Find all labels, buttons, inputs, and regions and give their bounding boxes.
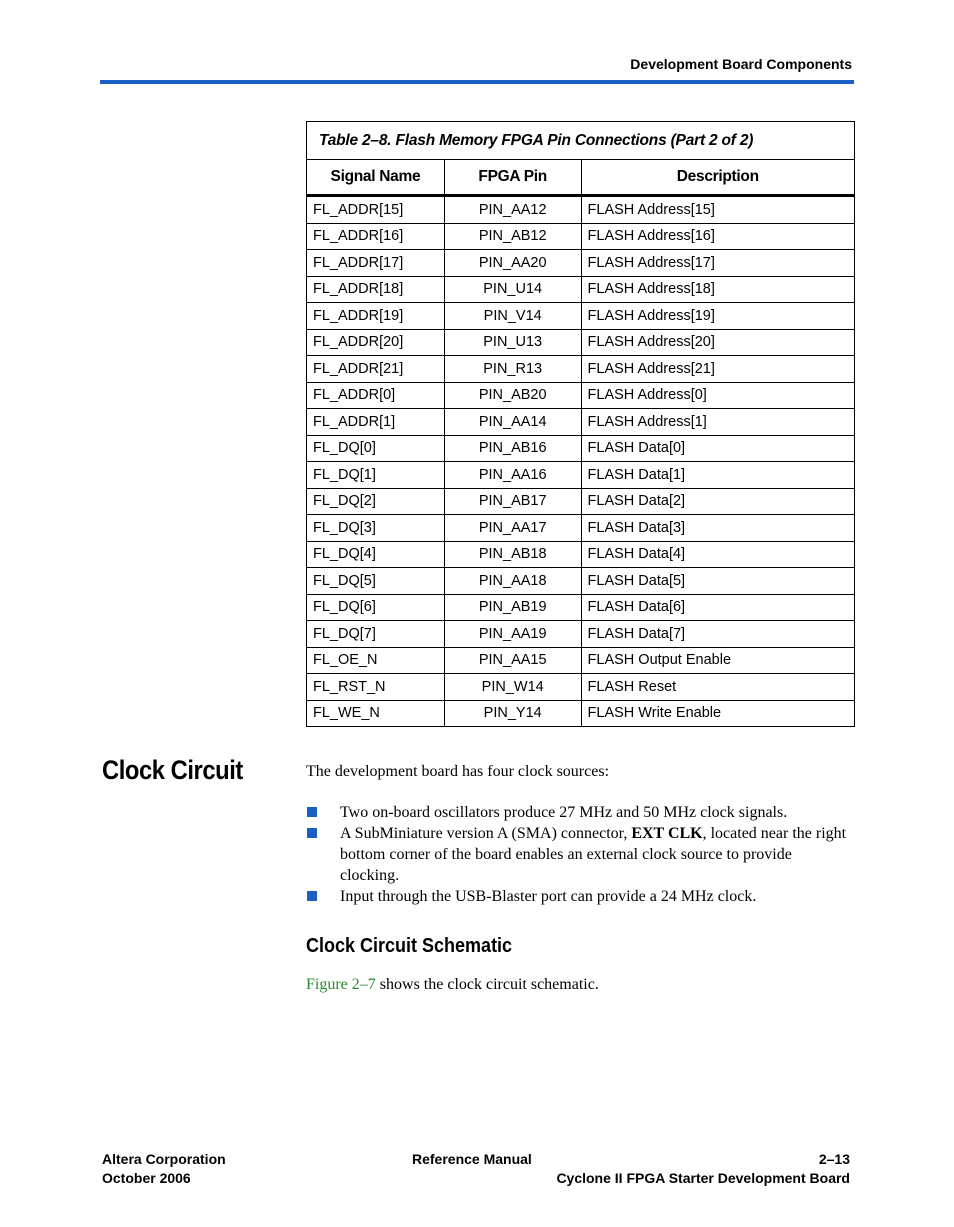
description-cell: FLASH Address[21] [581,356,854,383]
description-cell: FLASH Reset [581,674,854,701]
description-cell: FLASH Data[5] [581,568,854,595]
signal-name-cell: FL_WE_N [307,700,445,727]
fpga-pin-cell: PIN_AB18 [444,541,581,568]
signal-name-cell: FL_ADDR[21] [307,356,445,383]
fpga-pin-cell: PIN_AA18 [444,568,581,595]
table-row [307,594,855,621]
column-header-description: Description [581,160,854,196]
figure-link[interactable]: Figure 2–7 [306,976,376,993]
flash-pin-table [306,121,855,727]
table-row [307,435,855,462]
table-row [307,409,855,436]
table-row [307,356,855,383]
signal-name-cell: FL_ADDR[18] [307,276,445,303]
column-header-fpga-pin: FPGA Pin [444,160,581,196]
signal-name-cell: FL_DQ[5] [307,568,445,595]
fpga-pin-cell: PIN_AB20 [444,382,581,409]
signal-name-cell: FL_DQ[4] [307,541,445,568]
table-row [307,250,855,277]
signal-name-cell: FL_RST_N [307,674,445,701]
fpga-pin-cell: PIN_AA16 [444,462,581,489]
description-cell: FLASH Address[1] [581,409,854,436]
fpga-pin-cell: PIN_AA19 [444,621,581,648]
table-row [307,329,855,356]
fpga-pin-cell: PIN_AA15 [444,647,581,674]
page-number: 2–13 [818,1151,850,1167]
table-caption: Table 2–8. Flash Memory FPGA Pin Connections (Part 2 of 2) [307,122,855,160]
table-row [307,568,855,595]
subsection-title: Clock Circuit Schematic [306,935,513,957]
footer-center: Reference Manual [412,1151,532,1167]
fpga-pin-cell: PIN_Y14 [444,700,581,727]
description-cell: FLASH Address[19] [581,303,854,330]
description-cell: FLASH Address[17] [581,250,854,277]
signal-name-cell: FL_DQ[7] [307,621,445,648]
description-cell: FLASH Data[2] [581,488,854,515]
fpga-pin-cell: PIN_U14 [444,276,581,303]
table-row [307,303,855,330]
signal-name-cell: FL_DQ[2] [307,488,445,515]
signal-name-cell: FL_ADDR[20] [307,329,445,356]
signal-name-cell: FL_ADDR[19] [307,303,445,330]
footer-document-title: Cyclone II FPGA Starter Development Board [556,1170,850,1186]
list-item: Two on-board oscillators produce 27 MHz and 50 MHz clock signals. [306,802,854,823]
description-cell: FLASH Data[1] [581,462,854,489]
fpga-pin-cell: PIN_AB17 [444,488,581,515]
signal-name-cell: FL_OE_N [307,647,445,674]
signal-name-cell: FL_ADDR[0] [307,382,445,409]
signal-name-cell: FL_ADDR[17] [307,250,445,277]
footer-right [556,1150,850,1188]
bullet-square-icon [307,807,317,817]
table-row [307,700,855,727]
description-cell: FLASH Data[4] [581,541,854,568]
header-rule [100,80,854,84]
section-intro: The development board has four clock sources: [306,763,610,780]
signal-name-cell: FL_DQ[3] [307,515,445,542]
fpga-pin-cell: PIN_AA14 [444,409,581,436]
table-body [307,196,855,727]
fpga-pin-cell: PIN_AA17 [444,515,581,542]
table-row [307,515,855,542]
description-cell: FLASH Address[18] [581,276,854,303]
description-cell: FLASH Data[3] [581,515,854,542]
fpga-pin-cell: PIN_U13 [444,329,581,356]
signal-name-cell: FL_DQ[1] [307,462,445,489]
figure-reference-paragraph: Figure 2–7 shows the clock circuit schematic. [306,976,599,993]
column-header-signal-name: Signal Name [307,160,445,196]
fpga-pin-cell: PIN_AA20 [444,250,581,277]
table-row [307,647,855,674]
table-row [307,541,855,568]
description-cell: FLASH Address[20] [581,329,854,356]
table-row [307,196,855,224]
footer-company: Altera Corporation [102,1151,226,1167]
table-row [307,674,855,701]
table-row [307,621,855,648]
signal-name-cell: FL_ADDR[1] [307,409,445,436]
description-cell: FLASH Address[16] [581,223,854,250]
description-cell: FLASH Address[0] [581,382,854,409]
ext-clk-label: EXT CLK [631,825,703,842]
fpga-pin-cell: PIN_AB19 [444,594,581,621]
signal-name-cell: FL_ADDR[15] [307,196,445,224]
list-item: A SubMiniature version A (SMA) connector, EXT CLK, located near the right bottom corner of the board enables an external clock source to provide clocking. [306,823,854,886]
table-row [307,382,855,409]
bullet-square-icon [307,828,317,838]
description-cell: FLASH Output Enable [581,647,854,674]
signal-name-cell: FL_DQ[0] [307,435,445,462]
table-row [307,276,855,303]
description-cell: FLASH Write Enable [581,700,854,727]
table-row [307,462,855,489]
table-row [307,488,855,515]
description-cell: FLASH Data[7] [581,621,854,648]
section-title: Clock Circuit [102,755,243,785]
description-cell: FLASH Data[0] [581,435,854,462]
fpga-pin-cell: PIN_AA12 [444,196,581,224]
fpga-pin-cell: PIN_AB12 [444,223,581,250]
fpga-pin-cell: PIN_W14 [444,674,581,701]
clock-source-list [306,802,854,907]
list-item: Input through the USB-Blaster port can provide a 24 MHz clock. [306,886,854,907]
fpga-pin-cell: PIN_V14 [444,303,581,330]
signal-name-cell: FL_DQ[6] [307,594,445,621]
running-head: Development Board Components [630,56,852,72]
footer-left [102,1150,226,1188]
description-cell: FLASH Address[15] [581,196,854,224]
description-cell: FLASH Data[6] [581,594,854,621]
table-row [307,223,855,250]
bullet-square-icon [307,891,317,901]
footer-date: October 2006 [102,1170,191,1186]
fpga-pin-cell: PIN_AB16 [444,435,581,462]
signal-name-cell: FL_ADDR[16] [307,223,445,250]
fpga-pin-cell: PIN_R13 [444,356,581,383]
